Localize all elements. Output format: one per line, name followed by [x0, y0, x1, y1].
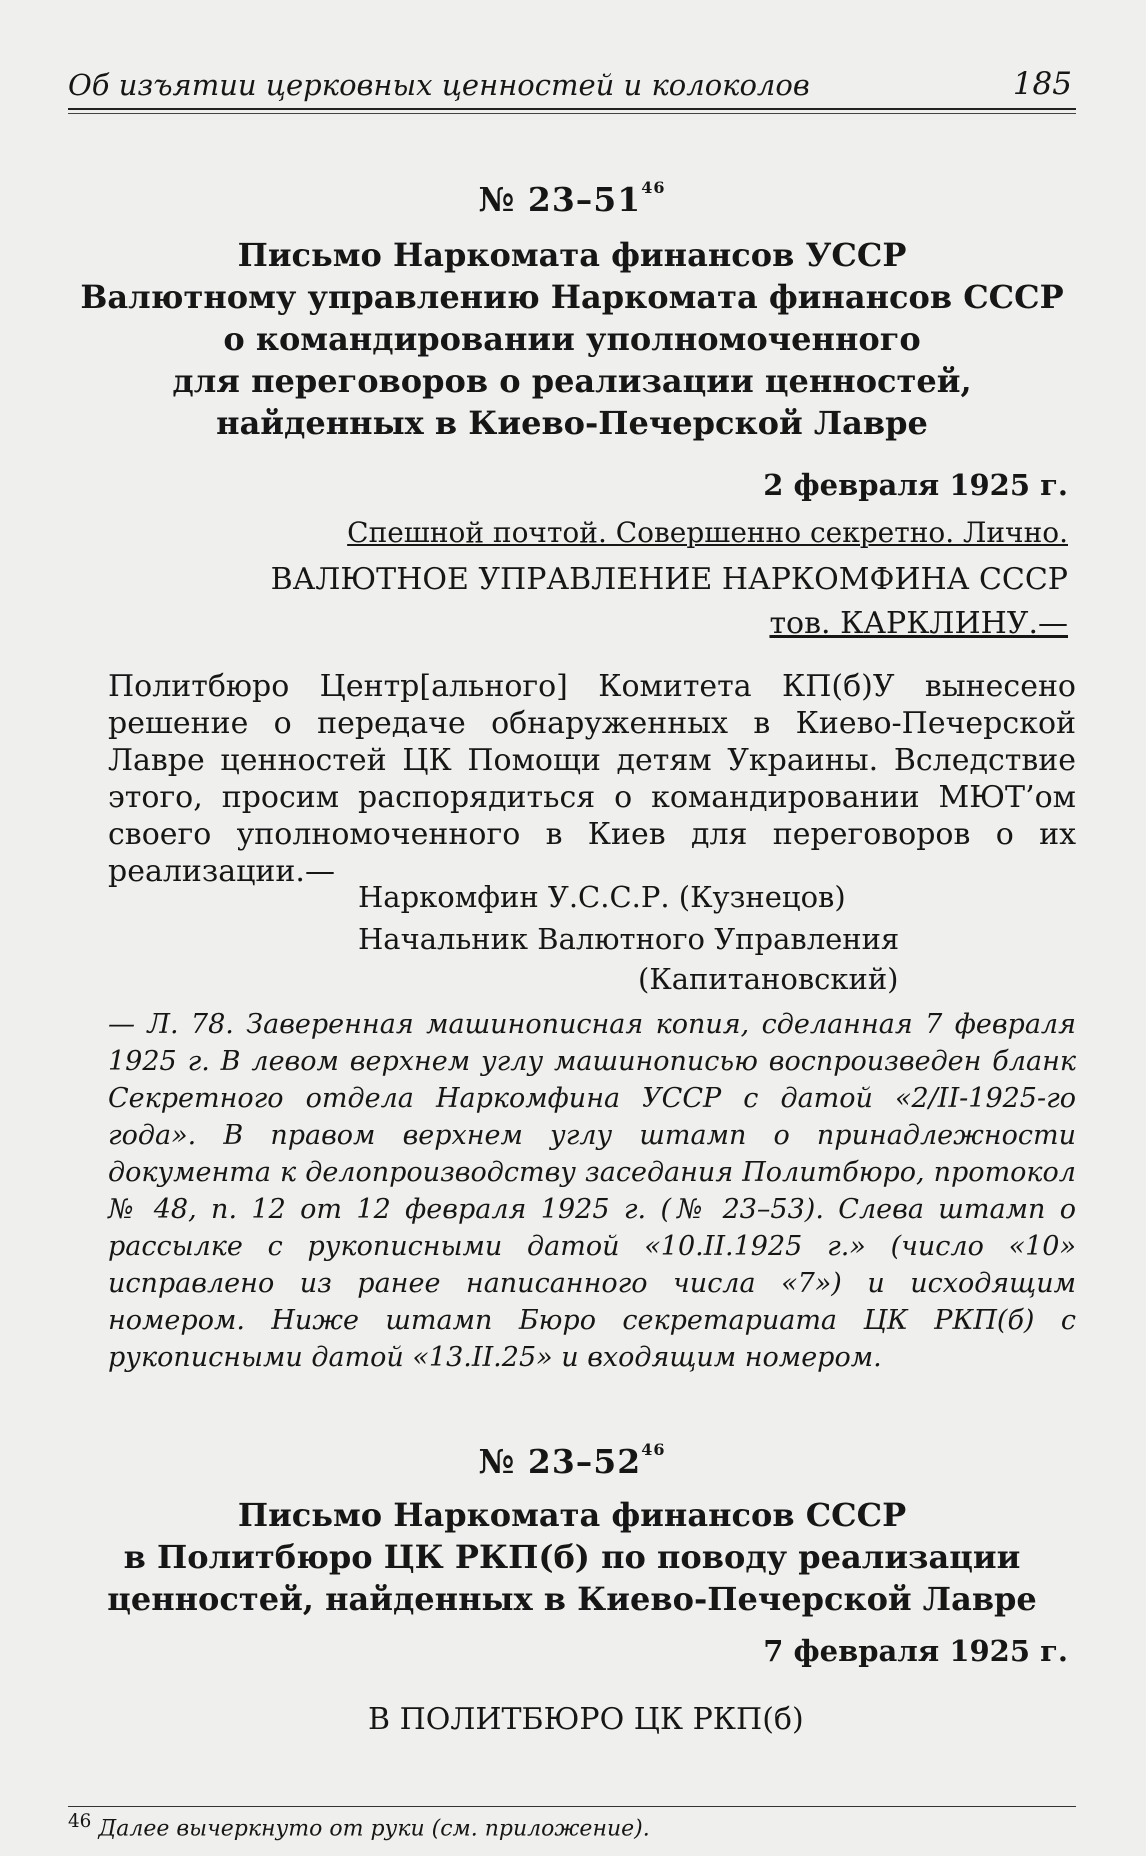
- doc1-body: [68, 668, 1076, 890]
- doc2-title-line: в Политбюро ЦК РКП(б) по поводу реализации: [123, 1538, 1021, 1576]
- header-rule: [68, 108, 1076, 110]
- signature-head-name: (Капитановский): [638, 962, 899, 996]
- doc1-note-text: — Л. 78. Заверенная машинописная копия, сделанная 7 февраля 1925 г. В левом верхнем углу машинописью воспроизведен бланк Секретного отдела Наркомфина УССР с датой «2/II-1925-го года». В правом верхнем углу штамп о принадлежности документа к делопроизводству заседания Политбюро, протокол № 48, п. 12 от 12 февраля 1925 г. (№ 23–53). Слева штамп о рассылке с рукописными датой «10.II.1925 г.» (число «10» исправлено из ранее написанного числа «7») и исходящим номером. Ниже штамп Бюро секретариата ЦК РКП(б) с рукописными датой «13.II.25» и входящим номером.: [108, 1009, 1076, 1373]
- doc1-title-line: Письмо Наркомата финансов УССР: [237, 236, 907, 274]
- doc1-addressee-person: тов. КАРКЛИНУ.—: [769, 606, 1068, 641]
- running-header: [68, 66, 1076, 106]
- doc2-addressee: В ПОЛИТБЮРО ЦК РКП(б): [368, 1702, 804, 1737]
- page-number: 185: [1012, 66, 1072, 102]
- doc2-footnote-mark: 46: [641, 1440, 666, 1459]
- doc1-footnote-mark: 46: [641, 178, 666, 197]
- header-rule-thin: [68, 113, 1076, 114]
- footnote: [68, 1806, 1076, 1841]
- book-page: [68, 0, 1076, 1856]
- doc1-title-line: для переговоров о реализации ценностей,: [172, 362, 972, 400]
- doc2-number: № $23-52^{46}$: [478, 1440, 666, 1481]
- doc1-title-line: найденных в Киево-Печерской Лавре: [216, 404, 928, 442]
- doc1-body-text: Политбюро Центр[ального] Комитета КП(б)У вынесено решение о передаче обнаруженных в Киево-Печерской Лавре ценностей ЦК Помощи детям Украины. Вследствие этого, просим распорядиться о командировании МЮТ’ом своего уполномоченного в Киев для переговоров о их реализации.—: [108, 669, 1076, 889]
- doc2-title-line: Письмо Наркомата финансов СССР: [237, 1496, 907, 1534]
- doc1-delivery: Спешной почтой. Совершенно секретно. Лично.: [347, 516, 1068, 549]
- doc1-archival-note: [68, 1006, 1076, 1376]
- footnote-mark: 46: [68, 1811, 92, 1832]
- doc1-title-line: о командировании уполномоченного: [223, 320, 921, 358]
- doc2-date: 7 февраля 1925 г.: [763, 1634, 1068, 1668]
- doc2-title-line: ценностей, найденных в Киево-Печерской Лавре: [107, 1580, 1037, 1618]
- footnote-text: Далее вычеркнуто от руки (см. приложение).: [98, 1816, 650, 1842]
- doc1-title: [68, 234, 1076, 444]
- doc2-title: [68, 1494, 1076, 1620]
- signature-head-title: Начальник Валютного Управления: [358, 922, 900, 956]
- doc1-addressee: ВАЛЮТНОЕ УПРАВЛЕНИЕ НАРКОМФИНА СССР: [270, 562, 1068, 597]
- running-title: Об изъятии церковных ценностей и колоколов: [68, 68, 810, 102]
- doc1-title-line: Валютному управлению Наркомата финансов СССР: [80, 278, 1064, 316]
- doc1-date: 2 февраля 1925 г.: [763, 468, 1068, 502]
- doc1-number: № $23-51^{46}$: [478, 178, 666, 219]
- signature-narkomfin: Наркомфин У.С.С.Р. (Кузнецов): [358, 880, 846, 914]
